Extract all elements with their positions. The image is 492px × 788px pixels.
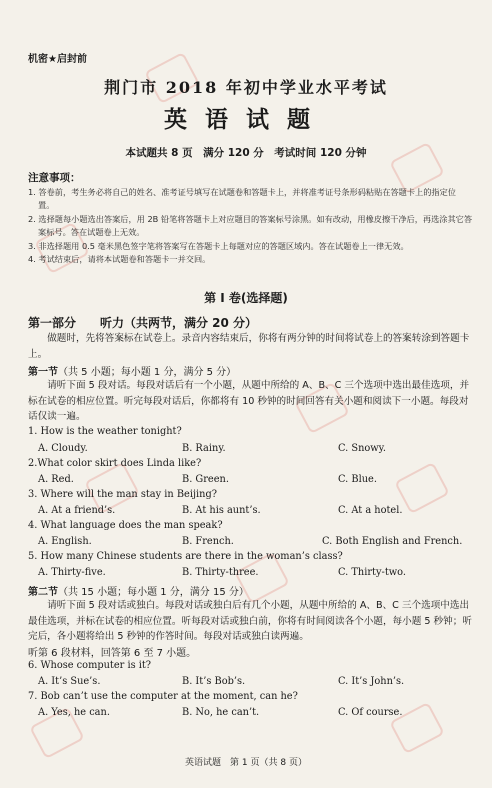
part1-title: 第一部分 听力（共两节，满分 20 分）	[28, 316, 258, 330]
section1-meta: （共 5 小题；每小题 1 分，满分 5 分）	[58, 367, 237, 378]
notice-heading: 注意事项：	[28, 172, 81, 184]
option-c: C. Snowy.	[338, 443, 387, 454]
question-2: 2.What color skirt does Linda like?	[28, 458, 202, 469]
option-c: C. Of course.	[338, 707, 403, 718]
option-b: B. Green.	[182, 474, 229, 485]
section2-instructions: 请听下面 5 段对话或独白。每段对话或独白后有几个小题，从题中所给的 A、B、C 三个选项中选出最佳选项，并标在试卷的相应位置。听每段对话或独白前，你将有时间阅读各个小题，每小题 5 秒钟；听完后，各小题将给出 5 秒钟的作答时间。每段对话或独白读两遍。	[28, 600, 472, 642]
exam-info: 本试题共 8 页 满分 120 分 考试时间 120 分钟	[125, 147, 367, 159]
notice-list	[28, 186, 472, 266]
question-5: 5. How many Chinese students are there in the woman’s class?	[28, 551, 343, 562]
watermark-stamp	[394, 462, 450, 514]
option-b: B. It’s Bob’s.	[182, 676, 246, 687]
option-a: A. Yes, he can.	[38, 707, 110, 718]
option-b: B. Thirty-three.	[182, 567, 259, 578]
notice-item: 1. 答卷前，考生务必将自己的姓名、准考证号填写在试题卷和答题卡上，并将准考证号条形码粘贴在答题卡上的指定位置。	[28, 187, 456, 211]
question-6: 6. Whose computer is it?	[28, 660, 152, 671]
option-c: C. Both English and French.	[322, 536, 463, 547]
section1-header	[28, 363, 236, 378]
question-3: 3. Where will the man stay in Beijing?	[28, 489, 217, 500]
option-a: A. Cloudy.	[38, 443, 88, 454]
question-1: 1. How is the weather tonight?	[28, 426, 182, 437]
option-b: B. At his aunt’s.	[182, 505, 261, 516]
option-b: B. Rainy.	[182, 443, 226, 454]
subject-title: 英语试题	[164, 107, 328, 133]
section2-group-note: 听第 6 段材料，回答第 6 至 7 小题。	[28, 648, 197, 659]
volume-title: 第 I 卷(选择题)	[204, 291, 288, 305]
section2-meta: （共 15 小题；每小题 1 分，满分 15 分）	[58, 587, 249, 598]
question-4: 4. What language does the man speak?	[28, 520, 223, 531]
section1-title: 第一节	[28, 367, 58, 378]
notice-item: 3. 非选择题用 0.5 毫米黑色签字笔将答案写在答题卡上每题对应的答题区域内。答在试题卷上一律无效。	[28, 240, 409, 251]
section2-title: 第二节	[28, 587, 58, 598]
option-c: C. Blue.	[338, 474, 377, 485]
section2-header	[28, 583, 249, 598]
notice-item: 4. 考试结束后，请将本试题卷和答题卡一并交回。	[28, 254, 211, 265]
option-a: A. Thirty-five.	[38, 567, 106, 578]
option-c: C. It’s John’s.	[338, 676, 405, 687]
exam-title: 荆门市 2018 年初中学业水平考试	[104, 78, 388, 97]
option-b: B. No, he can’t.	[182, 707, 260, 718]
question-7: 7. Bob can’t use the computer at the moment, can he?	[28, 691, 298, 702]
option-a: A. It’s Sue’s.	[38, 676, 101, 687]
part1-intro: 做题时，先将答案标在试卷上。录音内容结束后，你将有两分钟的时间将试卷上的答案转涂到答题卡上。	[28, 333, 470, 360]
section1-instructions: 请听下面 5 段对话。每段对话后有一个小题，从题中所给的 A、B、C 三个选项中选出最佳选项，并标在试卷的相应位置。听完每段对话后，你都将有 10 秒钟的时间回答有关小题和阅读下一小题。每段对话仅读一遍。	[28, 380, 470, 422]
option-a: A. At a friend’s.	[38, 505, 116, 516]
option-a: A. English.	[38, 536, 92, 547]
option-c: C. At a hotel.	[338, 505, 403, 516]
option-b: B. French.	[182, 536, 234, 547]
notice-item: 2. 选择题每小题选出答案后，用 2B 铅笔将答题卡上对应题目的答案标号涂黑。如有改动，用橡皮擦干净后，再选涂其它答案标号。答在试题卷上无效。	[28, 213, 473, 238]
confidential-label: 机密★启封前	[28, 54, 87, 65]
page-footer: 英语试题 第 1 页（共 8 页）	[185, 758, 307, 768]
option-a: A. Red.	[38, 474, 74, 485]
option-c: C. Thirty-two.	[338, 567, 406, 578]
